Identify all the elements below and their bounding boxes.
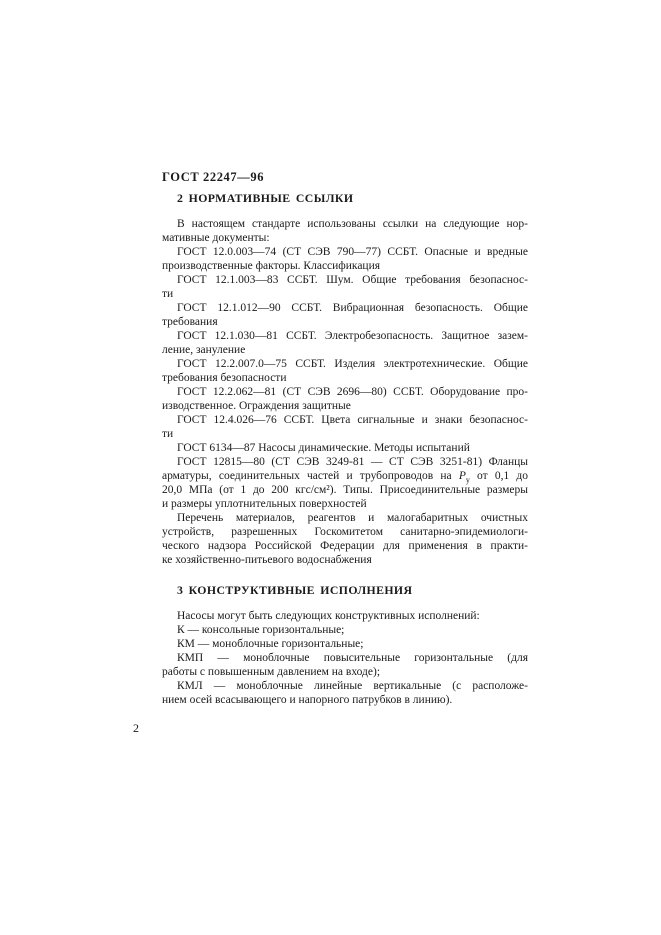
text-line: ление, зануление — [162, 344, 246, 356]
pressure-subscript: у — [465, 475, 470, 485]
text-line: 20,0 МПа (от 1 до 200 кгс/см²). Типы. Присоединительные размеры — [162, 484, 528, 496]
text-line-flange — [162, 469, 528, 483]
flange-line-pre: арматуры, соединительных частей и трубопроводов на — [162, 470, 459, 482]
text-line: нием осей всасывающего и напорного патрубков в линию). — [162, 694, 453, 706]
page-number: 2 — [133, 721, 139, 735]
text-line: ческого надзора Российской Федерации для применения в практи- — [162, 540, 528, 552]
text-line: ГОСТ 12.2.062—81 (СТ СЭВ 2696—80) ССБТ. Оборудование про- — [177, 386, 528, 398]
text-line: К — консольные горизонтальные; — [177, 624, 345, 636]
text-line: требования безопасности — [162, 372, 287, 384]
text-line: работы с повышенным давлением на входе); — [162, 666, 381, 678]
text-line: Насосы могут быть следующих конструктивных исполнений: — [177, 610, 480, 622]
section-3-body — [162, 609, 528, 707]
section-3-heading: 3 КОНСТРУКТИВНЫЕ ИСПОЛНЕНИЯ — [177, 583, 413, 597]
text-line: ГОСТ 12815—80 (СТ СЭВ 3249-81 — СТ СЭВ 3251-81) Фланцы — [177, 456, 528, 468]
text-line: и размеры уплотнительных поверхностей — [162, 498, 367, 510]
section-2-body — [162, 217, 528, 567]
flange-line-post: от 0,1 до — [469, 470, 528, 482]
text-line: КМЛ — моноблочные линейные вертикальные (с расположе- — [177, 680, 528, 692]
text-line: ке хозяйственно-питьевого водоснабжения — [162, 554, 372, 566]
text-line: Перечень материалов, реагентов и малогабаритных очистных — [177, 512, 528, 524]
text-line: ти — [162, 428, 174, 440]
text-line: КМП — моноблочные повысительные горизонтальные (для — [177, 652, 528, 664]
text-line: КМ — моноблочные горизонтальные; — [177, 638, 364, 650]
text-line: ГОСТ 6134—87 Насосы динамические. Методы испытаний — [177, 442, 470, 454]
text-line: ГОСТ 12.2.007.0—75 ССБТ. Изделия электротехнические. Общие — [177, 358, 528, 370]
text-line: ГОСТ 12.1.030—81 ССБТ. Электробезопасность. Защитное зазем- — [177, 330, 528, 342]
pressure-symbol: P — [458, 470, 466, 482]
text-line: мативные документы: — [162, 232, 270, 244]
text-line: требования — [162, 316, 218, 328]
text-line: ти — [162, 288, 174, 300]
section-2-heading: 2 НОРМАТИВНЫЕ ССЫЛКИ — [177, 191, 354, 205]
text-line: изводственное. Ограждения защитные — [162, 400, 351, 412]
doc-code: ГОСТ 22247—96 — [162, 170, 265, 184]
text-line: производственные факторы. Классификация — [162, 260, 381, 272]
text-line: ГОСТ 12.4.026—76 ССБТ. Цвета сигнальные и знаки безопаснос- — [177, 414, 528, 426]
text-line: ГОСТ 12.1.012—90 ССБТ. Вибрационная безопасность. Общие — [177, 302, 528, 314]
text-line: В настоящем стандарте использованы ссылки на следующие нор- — [177, 218, 528, 230]
text-line: ГОСТ 12.0.003—74 (СТ СЭВ 790—77) ССБТ. Опасные и вредные — [177, 246, 528, 258]
text-line: ГОСТ 12.1.003—83 ССБТ. Шум. Общие требования безопаснос- — [177, 274, 528, 286]
text-line: устройств, разрешенных Госкомитетом санитарно-эпидемиологи- — [162, 526, 528, 538]
